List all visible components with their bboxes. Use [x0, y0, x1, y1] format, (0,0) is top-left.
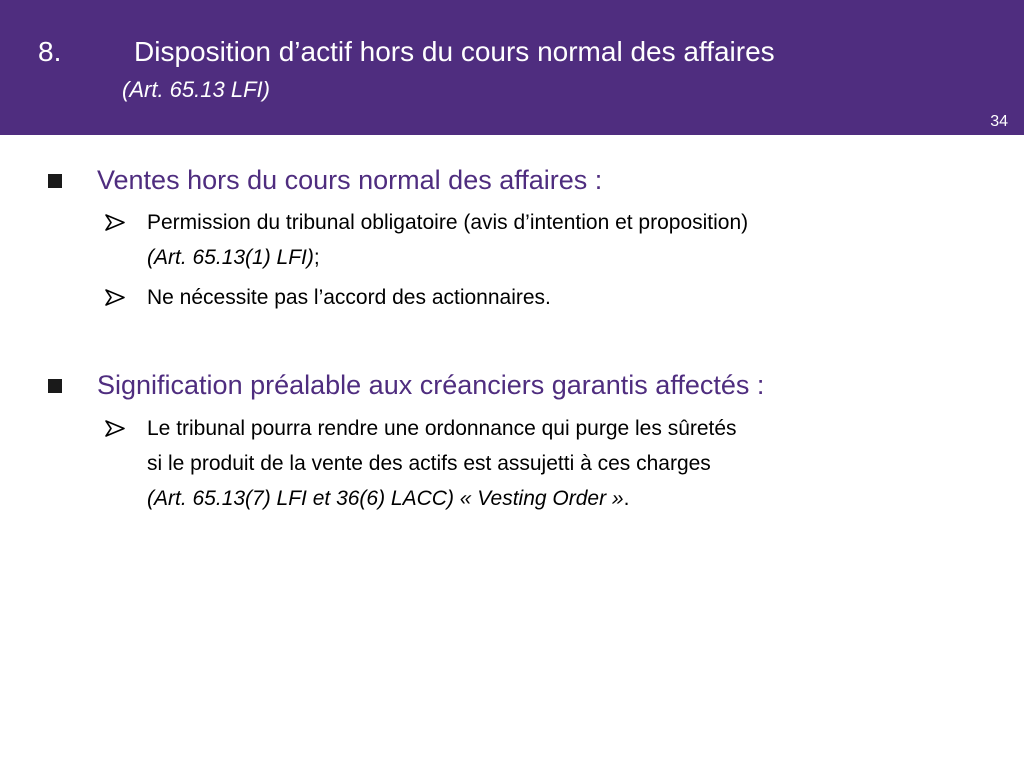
sub-bullet-text: Ne nécessite pas l’accord des actionnaires. — [147, 286, 551, 309]
sub-bullet-text: Le tribunal pourra rendre une ordonnance qui purge les sûretés — [147, 417, 737, 440]
page-number: 34 — [990, 113, 1008, 130]
section-number: 8. — [38, 36, 62, 67]
bullet-heading-text: Ventes hors du cours normal des affaires : — [97, 165, 603, 195]
square-bullet-icon — [48, 174, 62, 188]
citation-tail: ; — [313, 246, 320, 269]
citation-text: (Art. 65.13(1) LFI) — [147, 246, 314, 269]
sub-bullet-citation — [147, 240, 748, 275]
arrow-bullet-icon — [104, 411, 126, 446]
sub-bullet-text: Permission du tribunal obligatoire (avis d’intention et proposition) — [147, 211, 749, 234]
slide-subtitle: (Art. 65.13 LFI) — [122, 77, 270, 102]
sub-bullet-citation — [147, 481, 737, 516]
slide-header — [0, 0, 1024, 135]
arrow-bullet-icon — [104, 205, 126, 240]
bullet-heading-text: Signification préalable aux créanciers garantis affectés : — [97, 370, 765, 400]
citation-text: (Art. 65.13(7) LFI et 36(6) LACC) « Vesting Order » — [147, 487, 624, 510]
slide-title: Disposition d’actif hors du cours normal des affaires — [134, 36, 775, 67]
arrow-bullet-icon — [104, 280, 126, 315]
square-bullet-icon — [48, 379, 62, 393]
sub-bullet-text-cont: si le produit de la vente des actifs est assujetti à ces charges — [147, 452, 711, 475]
citation-tail: . — [623, 487, 630, 510]
